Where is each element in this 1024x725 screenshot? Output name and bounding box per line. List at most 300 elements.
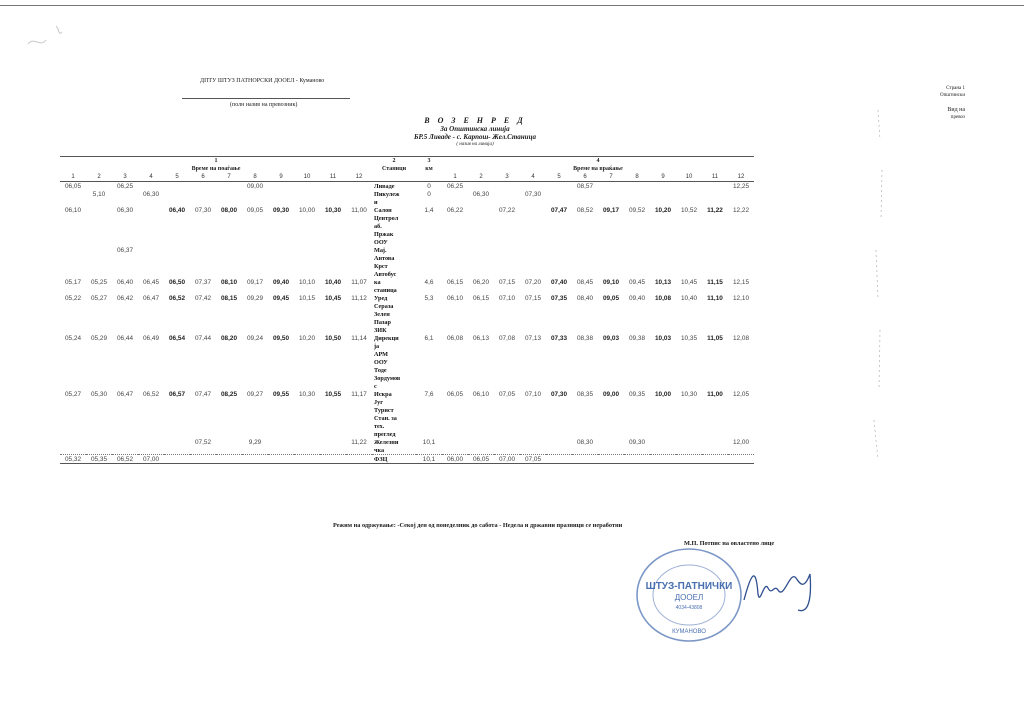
departure-time <box>190 302 216 310</box>
departure-time <box>164 238 190 246</box>
table-row <box>60 446 754 455</box>
return-time <box>728 374 754 382</box>
return-time <box>442 358 468 366</box>
return-time <box>520 414 546 422</box>
table-row <box>60 414 754 422</box>
return-col-number: 4 <box>520 173 546 182</box>
departure-time <box>86 430 112 438</box>
departure-time <box>346 286 372 294</box>
return-col-number: 1 <box>442 173 468 182</box>
return-time <box>598 246 624 254</box>
return-time <box>650 406 676 414</box>
return-time: 07,35 <box>551 294 567 302</box>
table-row <box>60 294 754 302</box>
return-time <box>468 214 494 222</box>
return-time: 07,05 <box>499 390 515 398</box>
departure-time <box>138 262 164 270</box>
carrier-caption: (полн назив на превозник) <box>230 102 298 108</box>
departure-time <box>268 414 294 422</box>
return-time <box>676 374 702 382</box>
departure-time: 11,07 <box>351 278 367 286</box>
return-time <box>676 286 702 294</box>
return-time <box>494 350 520 358</box>
return-time <box>702 382 728 390</box>
departure-time <box>86 398 112 406</box>
departure-time <box>60 438 86 446</box>
departure-time <box>112 230 138 238</box>
departure-col-number: 9 <box>268 173 294 182</box>
return-time <box>494 374 520 382</box>
return-time <box>572 198 598 206</box>
return-time <box>494 230 520 238</box>
return-time: 09,00 <box>603 390 619 398</box>
station-name: ООУ <box>374 358 388 366</box>
return-col-number: 6 <box>572 173 598 182</box>
departure-time <box>164 350 190 358</box>
return-time <box>598 302 624 310</box>
departure-time: 07,47 <box>195 390 211 398</box>
departure-time <box>164 318 190 326</box>
departure-time: 09,17 <box>247 278 263 286</box>
departure-time <box>320 182 346 191</box>
return-time <box>546 406 572 414</box>
departure-time <box>242 422 268 430</box>
return-time <box>598 214 624 222</box>
departure-col-number: 3 <box>112 173 138 182</box>
return-time <box>728 238 754 246</box>
station-name: Зордумов <box>374 374 401 382</box>
table-row <box>60 182 754 191</box>
return-time <box>702 262 728 270</box>
return-time <box>650 310 676 318</box>
table-row <box>60 430 754 438</box>
return-time <box>468 182 494 191</box>
return-time: 09,40 <box>629 294 645 302</box>
return-time <box>494 398 520 406</box>
table-row <box>60 190 754 198</box>
margin-pen-marks <box>860 100 900 480</box>
departure-time <box>190 422 216 430</box>
return-time <box>442 254 468 262</box>
departure-time: 08,00 <box>221 206 237 214</box>
departure-time <box>268 238 294 246</box>
title-main: В О З Е Н Р Е Д <box>424 116 526 125</box>
departure-col-number: 6 <box>190 173 216 182</box>
return-time: 07,10 <box>525 390 541 398</box>
return-time <box>728 455 754 464</box>
return-time <box>676 262 702 270</box>
page-info-line3: Вид на <box>947 107 965 113</box>
return-time <box>676 358 702 366</box>
return-time <box>702 366 728 374</box>
departure-time: 07,37 <box>195 278 211 286</box>
distance-km <box>416 302 442 310</box>
page-info-line2: Општински <box>940 93 965 98</box>
return-time <box>468 206 494 214</box>
departure-time <box>320 398 346 406</box>
departure-time <box>346 238 372 246</box>
distance-km: 4,6 <box>424 278 434 286</box>
table-row <box>60 278 754 286</box>
departure-time <box>164 262 190 270</box>
return-time <box>546 254 572 262</box>
return-time: 10,13 <box>655 278 671 286</box>
return-time <box>728 198 754 206</box>
return-time <box>572 374 598 382</box>
return-time <box>598 286 624 294</box>
return-time <box>650 350 676 358</box>
return-time <box>676 430 702 438</box>
return-time: 10,52 <box>681 206 697 214</box>
departure-time <box>268 374 294 382</box>
distance-km <box>416 374 442 382</box>
return-time: 12,22 <box>733 206 749 214</box>
return-time <box>728 262 754 270</box>
return-time <box>624 310 650 318</box>
return-time <box>546 438 572 446</box>
departure-group-number: 1 <box>60 157 372 166</box>
departure-time: 06,42 <box>117 294 133 302</box>
return-time <box>442 430 468 438</box>
departure-time: 09,40 <box>273 278 289 286</box>
departure-time <box>86 254 112 262</box>
departure-time: 09,24 <box>247 334 263 342</box>
departure-time <box>164 198 190 206</box>
departure-time <box>190 326 216 334</box>
station-name: Пазар <box>374 318 391 326</box>
departure-time: 08,20 <box>221 334 237 342</box>
departure-time <box>164 302 190 310</box>
departure-time <box>346 310 372 318</box>
return-time <box>598 350 624 358</box>
station-name: Југ <box>374 398 383 406</box>
return-time <box>572 270 598 278</box>
departure-time <box>268 230 294 238</box>
return-time <box>598 455 624 464</box>
departure-time <box>320 406 346 414</box>
departure-time <box>320 198 346 206</box>
departure-time <box>320 214 346 222</box>
distance-km <box>416 246 442 254</box>
return-time <box>520 350 546 358</box>
departure-time: 07,30 <box>195 206 211 214</box>
departure-time <box>268 398 294 406</box>
return-time <box>546 430 572 438</box>
departure-time <box>164 214 190 222</box>
return-time <box>650 318 676 326</box>
departure-time <box>86 214 112 222</box>
return-time <box>520 286 546 294</box>
return-time <box>520 238 546 246</box>
departure-time <box>320 238 346 246</box>
return-time <box>468 382 494 390</box>
departure-time <box>138 422 164 430</box>
departure-time: 05,27 <box>91 294 107 302</box>
return-time: 10,45 <box>681 278 697 286</box>
return-time <box>494 446 520 455</box>
return-time <box>546 230 572 238</box>
station-group-number: 2 <box>372 157 416 166</box>
departure-time <box>86 286 112 294</box>
return-time <box>572 406 598 414</box>
distance-km <box>416 414 442 422</box>
return-time <box>650 246 676 254</box>
departure-col-number: 10 <box>294 173 320 182</box>
departure-time <box>60 366 86 374</box>
departure-time <box>242 382 268 390</box>
return-time <box>572 382 598 390</box>
departure-time <box>60 246 86 254</box>
distance-km <box>416 326 442 334</box>
return-time <box>702 358 728 366</box>
departure-time <box>164 270 190 278</box>
return-time <box>676 350 702 358</box>
return-time <box>468 302 494 310</box>
return-time <box>598 238 624 246</box>
departure-time <box>164 326 190 334</box>
departure-time <box>216 350 242 358</box>
departure-time <box>268 430 294 438</box>
return-time: 10,30 <box>681 390 697 398</box>
departure-time <box>216 366 242 374</box>
return-time <box>650 342 676 350</box>
distance-km <box>416 254 442 262</box>
group-label-row <box>60 165 754 173</box>
departure-time <box>164 246 190 254</box>
departure-time <box>86 358 112 366</box>
departure-time <box>112 342 138 350</box>
return-time <box>546 414 572 422</box>
departure-time <box>112 238 138 246</box>
departure-time <box>164 358 190 366</box>
return-time <box>442 190 468 198</box>
departure-time: 06,44 <box>117 334 133 342</box>
return-time <box>650 198 676 206</box>
departure-time <box>242 326 268 334</box>
departure-time <box>320 455 346 464</box>
return-time <box>676 198 702 206</box>
departure-time <box>164 230 190 238</box>
departure-time <box>60 422 86 430</box>
return-time <box>468 246 494 254</box>
departure-time <box>190 286 216 294</box>
return-time <box>702 286 728 294</box>
departure-time <box>294 270 320 278</box>
return-time <box>676 222 702 230</box>
return-time <box>572 366 598 374</box>
return-time: 09,38 <box>629 334 645 342</box>
departure-time: 10,30 <box>299 390 315 398</box>
station-name: чка <box>372 446 416 455</box>
return-time <box>598 190 624 198</box>
departure-time <box>346 198 372 206</box>
distance-km <box>416 446 442 455</box>
departure-time: 11,17 <box>351 390 367 398</box>
return-time <box>728 366 754 374</box>
return-time <box>442 414 468 422</box>
departure-time <box>60 214 86 222</box>
return-time <box>572 286 598 294</box>
station-name: ка <box>374 278 381 286</box>
return-time <box>728 342 754 350</box>
return-time <box>650 262 676 270</box>
return-time <box>572 398 598 406</box>
pencil-mark-icon <box>26 22 76 52</box>
departure-time <box>164 406 190 414</box>
departure-time <box>216 382 242 390</box>
return-time: 07,30 <box>551 390 567 398</box>
departure-time <box>242 350 268 358</box>
return-time <box>676 310 702 318</box>
station-name: Стан. за <box>374 414 397 422</box>
return-time <box>546 358 572 366</box>
departure-time <box>294 438 320 446</box>
return-time <box>546 302 572 310</box>
station-name: Железни <box>374 438 399 446</box>
departure-col-number: 11 <box>320 173 346 182</box>
departure-time <box>346 254 372 262</box>
distance-km: 7,6 <box>424 390 434 398</box>
departure-time: 10,40 <box>325 278 341 286</box>
return-time <box>468 286 494 294</box>
departure-time <box>268 446 294 455</box>
departure-time <box>320 374 346 382</box>
return-time <box>598 374 624 382</box>
departure-time <box>346 350 372 358</box>
departure-time <box>190 214 216 222</box>
return-time: 07,13 <box>525 334 541 342</box>
departure-time <box>242 358 268 366</box>
return-time <box>650 230 676 238</box>
departure-time <box>320 326 346 334</box>
station-name: Пржак <box>374 230 394 238</box>
page-info-line4: превоз <box>950 115 965 120</box>
return-time <box>442 350 468 358</box>
departure-time: 05,24 <box>65 334 81 342</box>
km-group-label: км <box>425 166 433 172</box>
return-time <box>468 358 494 366</box>
return-time <box>598 222 624 230</box>
departure-time <box>216 254 242 262</box>
return-time <box>624 446 650 455</box>
return-time <box>494 310 520 318</box>
return-time: 07,20 <box>525 278 541 286</box>
return-time <box>702 310 728 318</box>
departure-time: 10,10 <box>299 278 315 286</box>
return-time <box>676 254 702 262</box>
return-time <box>598 198 624 206</box>
departure-time <box>216 222 242 230</box>
return-time <box>650 414 676 422</box>
return-time <box>702 406 728 414</box>
return-time <box>702 246 728 254</box>
return-time <box>494 438 520 446</box>
return-time <box>728 350 754 358</box>
return-time <box>520 270 546 278</box>
departure-time <box>294 398 320 406</box>
departure-time: 10,00 <box>299 206 315 214</box>
return-time <box>702 270 728 278</box>
return-time <box>676 455 702 464</box>
return-time: 11,22 <box>707 206 723 214</box>
distance-km <box>416 366 442 374</box>
departure-time <box>190 350 216 358</box>
return-time <box>546 446 572 455</box>
return-time <box>494 422 520 430</box>
return-time <box>546 366 572 374</box>
return-time <box>546 422 572 430</box>
departure-time <box>138 286 164 294</box>
return-time: 08,40 <box>577 294 593 302</box>
departure-time <box>164 414 190 422</box>
return-time: 11,00 <box>707 390 723 398</box>
page-info-line1: Страна 1 <box>946 86 965 91</box>
departure-time <box>242 374 268 382</box>
distance-km: 1,4 <box>424 206 434 214</box>
departure-time <box>60 190 86 198</box>
departure-time <box>320 430 346 438</box>
return-time <box>546 222 572 230</box>
column-number-row <box>60 173 754 182</box>
return-time <box>442 398 468 406</box>
return-time <box>624 286 650 294</box>
return-time: 12,05 <box>733 390 749 398</box>
departure-time <box>164 366 190 374</box>
departure-time <box>86 206 112 214</box>
return-time <box>676 366 702 374</box>
return-time <box>650 190 676 198</box>
distance-km <box>416 310 442 318</box>
return-time <box>728 406 754 414</box>
departure-time <box>294 246 320 254</box>
departure-time <box>346 422 372 430</box>
departure-time <box>242 238 268 246</box>
return-time <box>728 382 754 390</box>
departure-time <box>294 238 320 246</box>
return-time <box>442 214 468 222</box>
return-time <box>650 238 676 246</box>
return-time <box>728 414 754 422</box>
return-time <box>598 262 624 270</box>
return-time: 06,22 <box>447 206 463 214</box>
return-time: 07,15 <box>499 278 515 286</box>
departure-time <box>138 438 164 446</box>
departure-time: 10,15 <box>299 294 315 302</box>
departure-time: 09,29 <box>247 294 263 302</box>
departure-time <box>138 350 164 358</box>
return-time <box>598 326 624 334</box>
return-time: 06,05 <box>447 390 463 398</box>
return-time <box>728 358 754 366</box>
return-time <box>468 310 494 318</box>
return-time <box>650 270 676 278</box>
station-name: Турист <box>374 406 394 414</box>
return-time: 06,30 <box>473 190 489 198</box>
departure-time <box>138 342 164 350</box>
departure-time <box>138 302 164 310</box>
return-time <box>650 438 676 446</box>
departure-time <box>242 286 268 294</box>
departure-time <box>60 446 86 455</box>
return-time <box>624 366 650 374</box>
return-time <box>442 310 468 318</box>
table-row <box>60 334 754 342</box>
return-time <box>702 190 728 198</box>
timetable <box>60 156 754 464</box>
departure-time <box>86 262 112 270</box>
departure-time <box>164 438 190 446</box>
return-time <box>598 254 624 262</box>
